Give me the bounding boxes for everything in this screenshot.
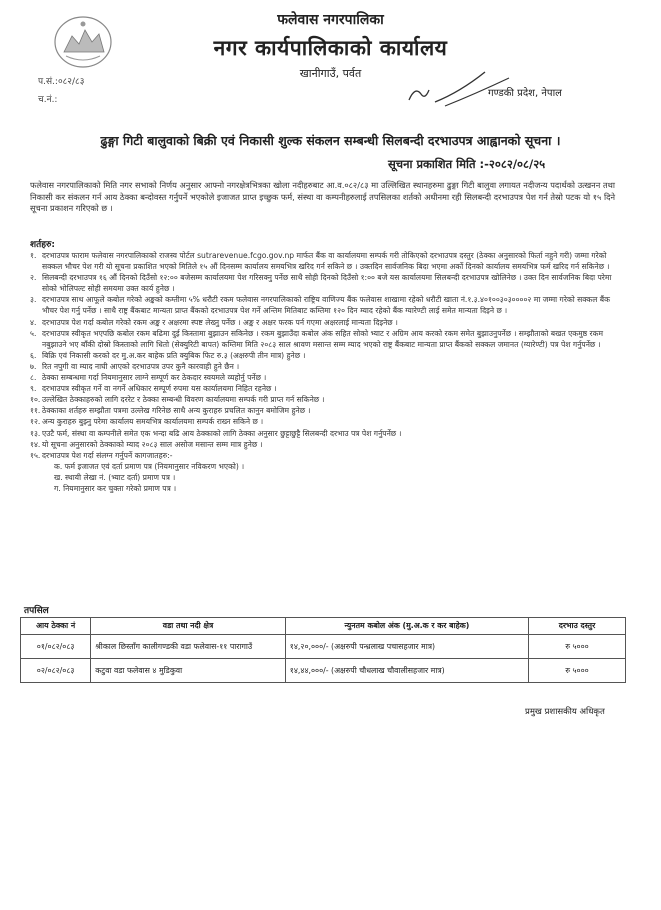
condition-item: ८. ठेक्का सम्बन्धमा गर्दा नियमानुसार लाग्ने सम्पूर्ण कर ठेकदार स्वयमले व्यहोर्नु पर्नेछ ।	[30, 373, 267, 383]
condition-item: ११. ठेक्काका शर्तहरु सम्झौता पत्रमा उल्लेख गरिनेछ साथै अन्य कुराहरु प्रचलित कानुन बमोजिम हुनेछ ।	[30, 406, 311, 416]
published-date: सूचना प्रकाशित मिति :-२०८२/०८/२५	[388, 157, 546, 171]
condition-item: १. दरभाउपत्र फाराम फलेवास नगरपालिकाको राजस्व पोर्टल sutrarevenue.fcgo.gov.np मार्फत बैंक वा कार्यालयमा सम्पर्क गरी तोकिएको दरभाउपत्र दस्तुर (ठेक्का अनुसारको फिर्ता नहुने गरी) जम्मा गरेको सक्कल भौचर पेश गरी यो सूचना प्रकाशित भएको मितिले १५ औं दिनसम्म कार्यालय समयभित्र खरिद गर्न सकिने छ । उक्तदिन सार्वजनिक बिदा भएमा अर्को दिनको कार्यालय समयभित्र फर्म खरिद गर्न सकिनेछ ।	[30, 251, 610, 272]
condition-item: १४. यो सूचना अनुसारको ठेक्काको म्याद २०८३ साल असोज मसान्त सम्म मात्र हुनेछ ।	[30, 439, 263, 449]
condition-subitem: ख. स्थायी लेखा नं. (भ्याट दर्ता) प्रमाण पत्र ।	[54, 472, 176, 482]
conditions-list	[30, 250, 620, 494]
cell-area: श्रीकाल छिस्ताँग कालीगण्डकी वडा फलेवास-११ पारागाउँ	[91, 635, 286, 659]
condition-item: ९. दरभाउपत्र स्वीकृत गर्ने वा नगर्ने अधिकार सम्पूर्ण रुपमा यस कार्यालयमा निहित रहनेछ ।	[30, 384, 277, 394]
condition-item: ६. बिक्रि एवं निकासी करको दर मु.अ.कर बाहेक प्रति क्युबिक फिट रु.३ (अक्षरुपी तीन मात्र) हुनेछ ।	[30, 350, 306, 360]
col-header-min-bid: न्युनतम कबोल अंक (मु.अ.क र कर बाहेक)	[285, 618, 528, 635]
table-row	[21, 635, 626, 659]
table-header-row	[21, 618, 626, 635]
cell-min-bid: १४,२०,०००/- (अक्षरुपी पन्ध्रलाख पचासहजार मात्र)	[285, 635, 528, 659]
office-name: नगर कार्यपालिकाको कार्यालय	[213, 36, 448, 60]
condition-item: १३. एउटै फर्म, संस्था वा कम्पनीले समेत एक भन्दा बढि आय ठेक्काको लागि ठेक्का अनुसार छुट्टाछुट्टै सिलबन्दी दरभाउ पत्र पेश गर्नुपर्नेछ ।	[30, 428, 402, 438]
office-address: खानीगाउँ, पर्वत	[299, 67, 362, 80]
col-header-fee: दरभाउ दस्तुर	[529, 618, 626, 635]
condition-item: ७. रित नपुगी वा म्याद नाघी आएको दरभाउपत्र उपर कुनै कारवाही हुने छैन ।	[30, 361, 240, 371]
cell-fee: रु ५०००	[529, 659, 626, 683]
schedule-label: तपसिल	[24, 606, 49, 616]
conditions-heading: शर्तहरु:	[30, 240, 56, 250]
cell-fee: रु ५०००	[529, 635, 626, 659]
condition-subitem: ग. नियमानुसार कर चुक्ता गरेको प्रमाण पत्र ।	[54, 483, 177, 493]
condition-subitem: क. फर्म इजाजत एवं दर्ता प्रमाण पत्र (नियमानुसार नविकरण भएको) ।	[54, 461, 245, 471]
municipality-name: फलेवास नगरपालिका	[277, 12, 384, 28]
col-header-contract-no: आय ठेक्का नं	[21, 618, 91, 635]
cell-min-bid: १४,४४,०००/- (अक्षरुपी चौधलाख चौवालीसहजार मात्र)	[285, 659, 528, 683]
condition-item: १५. दरभाउपत्र पेश गर्दा संलग्न गर्नुपर्ने कागजातहरु:- क. फर्म इजाजत एवं दर्ता प्रमाण पत्र (नियमानुसार नविकरण भएको) । ख. स्थायी लेखा नं. (भ्याट दर्ता) प्रमाण पत्र । ग. नियमानुसार कर चुक्ता गरेको प्रमाण पत्र ।	[30, 450, 620, 494]
col-header-area: वडा तथा नदी क्षेत्र	[91, 618, 286, 635]
notice-intro: फलेवास नगरपालिकाको मिति नगर सभाको निर्णय अनुसार आफ्नो नगरक्षेत्रभित्रका खोला नदीहरुबाट आ.व.०८२/८३ मा उल्लिखित स्थानहरुमा ढुङ्गा गिटी बालुवा लगायत नदीजन्य पदार्थको उत्खनन तथा निकासी कर संकलन गर्न आय ठेक्का बन्दोवस्त गर्नुपर्ने भएकोले इजाजत प्राप्त इच्छुक फर्म, संस्था वा कम्पनीहरुलाई तपसिलका शर्तको अधीनमा रही सिलबन्दी दरभाउपत्र पेश गर्न तेस्रो पटक यो १५ दिने सूचना प्रकाशन गरिएको छ ।	[30, 180, 615, 213]
condition-item: ४. दरभाउपत्र पेश गर्दा कबोल गरेको रकम अङ्क र अक्षरमा स्पष्ट लेख्नु पर्नेछ । अङ्क र अक्षर फरक पर्न गएमा अक्षरलाई मान्यता दिइनेछ ।	[30, 317, 398, 327]
condition-item: २. सिलबन्दी दरभाउपत्र १६ औं दिनको दिउँसो १२:०० बजेसम्म कार्यालयमा पेश गरिसक्नु पर्नेछ साथै सोही दिनको दिउँसो १:०० बजे यस कार्यालयमा सिलबन्दी दरभाउपत्र खोलिनेछ । उक्त दिन सार्वजनिक बिदा परेमा सोको भोलिपल्ट सोही समयमा उक्त कार्य हुनेछ ।	[30, 273, 612, 294]
notice-title: ढुङ्गा गिटी बालुवाको बिक्री एवं निकासी शुल्क संकलन सम्बन्धी सिलबन्दी दरभाउपत्र आह्वानको सूचना ।	[100, 133, 561, 148]
cell-contract-no: ०२/०८२/०८३	[21, 659, 91, 683]
reference-number: प.सं.:०८२/८३	[38, 77, 85, 87]
signatory-title: प्रमुख प्रशासकीय अधिकृत	[525, 707, 605, 717]
cell-area: कटुवा वडा फलेवास ४ मुडिकुवा	[91, 659, 286, 683]
contract-schedule-table	[20, 617, 626, 683]
condition-item: ३. दरभाउपत्र साथ आफूले कबोल गरेको अङ्कको कम्तीमा ५% धरौटी रकम फलेवास नगरपालिकाको राष्ट्रिय वाणिज्य बैंक फलेवास शाखामा रहेको धरौटी खाता नं.१.३.४०१००३०३००००२ मा जम्मा गरेको सक्कल बैंक भौचर पेश गर्नु पर्नेछ । साथै राष्ट्र बैंकबाट मान्यता प्राप्त बैंकको दरभाउपत्र पेश गर्ने अन्तिम मितिबाट कम्तिमा १२० दिन म्याद रहेको बैंक ग्यारेण्टी लाई समेत मान्यता दिइने छ ।	[30, 295, 610, 316]
table-row	[21, 659, 626, 683]
province-name: गण्डकी प्रदेश, नेपाल	[488, 88, 562, 99]
condition-item: १२. अन्य कुराहरु बुझ्नु परेमा कार्यालय समयभित्र कार्यालयमा सम्पर्क राख्न सकिने छ ।	[30, 417, 264, 427]
dispatch-number: च.नं.:	[38, 95, 58, 105]
condition-item: ५. दरभाउपत्र स्वीकृत भएपछि कबोल रकम बढिमा दुई किस्तामा बुझाउन सकिनेछ । रकम बुझाउँदा कबोल अंक सहित सोको भ्याट र अग्रिम आय करको रकम समेत बुझाउनुपर्नेछ । सम्झौताको बखत एकमुष्ठ रकम नबुझाउने भए बाँकी दोस्रो किस्ताको लागि धितो (सेक्युरिटी बापत) कम्तिमा मिति २०८३ साल श्रावण मसान्त सम्म म्याद भएको राष्ट्र बैंकबाट मान्यता प्राप्त बैंकको सक्कल जमानत (ग्यारेण्टी) पत्र पेश गर्नुपर्नेछ ।	[30, 328, 604, 349]
condition-item: १०. उल्लेखित ठेक्काहरुको लागि दररेट र ठेक्का सम्बन्धी विवरण कार्यालयमा सम्पर्क गरी प्राप्त गर्न सकिनेछ ।	[30, 395, 325, 405]
cell-contract-no: ०१/०८२/०८३	[21, 635, 91, 659]
